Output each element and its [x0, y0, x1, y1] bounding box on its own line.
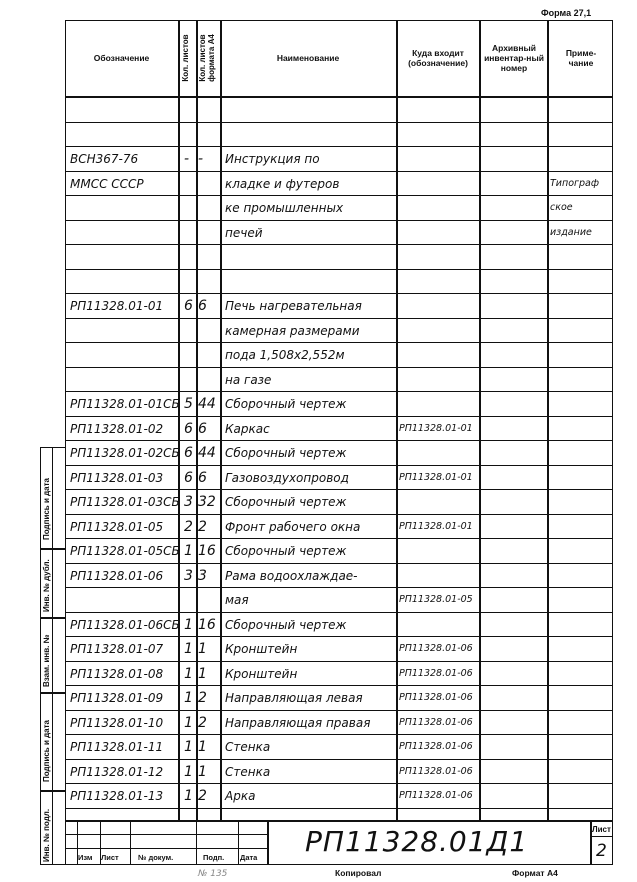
cell-name: Кронштейн [225, 666, 298, 681]
side-strip-inner-line [52, 447, 53, 865]
header-designation: Обозначение [93, 53, 150, 63]
title-block-top [65, 820, 613, 822]
row-line [65, 195, 613, 196]
cell-used-in: РП11328.01-05 [399, 594, 473, 605]
cell-used-in: РП11328.01-01 [399, 520, 473, 532]
cell-designation: РП11328.01-10 [70, 715, 164, 730]
cell-sheets-count: 6 [184, 445, 193, 461]
cell-designation: ВСН367-76 [70, 152, 139, 166]
cell-sheets-count: 3 [184, 494, 193, 510]
cell-sheets-count: 1 [184, 616, 193, 633]
cell-used-in: РП11328.01-06 [399, 741, 473, 752]
cell-sheets-a4: 2 [198, 690, 207, 706]
cell-used-in: РП11328.01-06 [399, 643, 473, 654]
side-divider [40, 692, 65, 694]
form-label: Форма 27,1 [541, 8, 592, 18]
row-line [65, 220, 613, 221]
cell-name: Инструкция по [225, 152, 320, 166]
cell-designation: РП11328.01-08 [70, 666, 164, 681]
cell-designation: РП11328.01-06 [70, 568, 164, 583]
cell-name: печей [225, 225, 263, 240]
header-sheets-a4-text: Кол. листов формата А4 [198, 34, 216, 82]
title-block-row [65, 848, 267, 849]
cell-name: Сборочный чертеж [225, 446, 347, 460]
header-sheets-a4 [199, 23, 216, 93]
title-sheet-number: 2 [596, 841, 607, 861]
cell-name: камерная размерами [225, 323, 360, 338]
cell-sheets-a4: 3 [198, 567, 207, 584]
side-label-sign-date: Подпись и дата [42, 720, 51, 782]
row-line [65, 293, 613, 294]
cell-designation: РП11328.01-03 [70, 470, 164, 485]
cell-note: ское [550, 202, 573, 213]
cell-sheets-count: 1 [184, 763, 193, 780]
side-label-sign-date: Подпись и дата [42, 478, 51, 540]
title-col-doc: № докум. [138, 853, 174, 862]
title-stray-mark: № 135 [198, 869, 228, 879]
cell-name: кладке и футеров [225, 176, 340, 191]
cell-used-in: РП11328.01-06 [399, 765, 473, 777]
side-label-swap-inv: Взам. инв. № [42, 634, 51, 687]
header-archive: Архивный инвентар-ный номер [484, 43, 544, 73]
cell-name: Стенка [225, 740, 271, 754]
cell-sheets-a4: 2 [198, 518, 207, 535]
cell-designation: РП11328.01-09 [70, 691, 164, 705]
cell-name: Стенка [225, 764, 271, 779]
title-col-change: Изм [78, 853, 93, 862]
cell-name: Печь нагревательная [225, 299, 362, 313]
row-line [65, 661, 613, 662]
cell-designation: РП11328.01-03СБ [70, 495, 180, 509]
cell-used-in: РП11328.01-06 [399, 692, 473, 703]
cell-sheets-count: 6 [184, 469, 193, 486]
title-doc-number: РП11328.01Д1 [305, 825, 529, 858]
row-line [65, 734, 613, 735]
row-line [65, 685, 613, 686]
row-line [65, 710, 613, 711]
row-line [65, 391, 613, 392]
row-line [65, 122, 613, 123]
cell-name: Фронт рабочего окна [225, 519, 361, 534]
row-line [65, 244, 613, 245]
cell-sheets-a4: 2 [198, 788, 207, 804]
title-block-vline [130, 820, 131, 865]
cell-name: Кронштейн [225, 642, 298, 656]
title-block-row [590, 836, 613, 837]
cell-designation: РП11328.01-02 [70, 421, 164, 436]
cell-name: Газовоздухопровод [225, 470, 349, 485]
title-sheet-label: Лист [592, 825, 611, 834]
cell-sheets-a4: 6 [198, 420, 207, 437]
cell-designation: РП11328.01-01СБ [70, 397, 180, 411]
row-line [65, 759, 613, 760]
cell-designation: РП11328.01-12 [70, 764, 164, 779]
cell-sheets-a4: 1 [198, 763, 207, 780]
row-line [65, 171, 613, 172]
cell-name: Каркас [225, 421, 270, 436]
cell-sheets-a4: 1 [198, 739, 207, 755]
header-sheets-count: Кол. листов [181, 34, 190, 82]
cell-used-in: РП11328.01-01 [399, 422, 473, 434]
col-line [178, 20, 180, 820]
cell-designation: РП11328.01-02СБ [70, 446, 180, 460]
row-line [65, 440, 613, 441]
header-note: Приме-чание [565, 48, 597, 68]
cell-designation: РП11328.01-01 [70, 299, 164, 313]
title-block-vline [238, 820, 239, 865]
row-line [65, 367, 613, 368]
cell-sheets-count: 3 [184, 567, 193, 584]
title-block-vline [196, 820, 197, 865]
row-line [65, 465, 613, 466]
cell-used-in: РП11328.01-06 [399, 667, 473, 679]
cell-used-in: РП11328.01-01 [399, 471, 473, 483]
cell-sheets-count: 1 [184, 690, 193, 706]
side-divider [40, 790, 65, 792]
title-block-row [65, 834, 267, 835]
row-line [65, 146, 613, 147]
side-divider [40, 548, 65, 550]
title-col-sign: Подп. [203, 853, 225, 862]
footer-format: Формат А4 [512, 868, 558, 878]
cell-name: Сборочный чертеж [225, 495, 347, 509]
cell-designation: РП11328.01-06СБ [70, 617, 180, 632]
cell-used-in: РП11328.01-06 [399, 716, 473, 728]
row-line [65, 587, 613, 588]
header-divider [65, 96, 613, 98]
row-line [65, 636, 613, 637]
cell-sheets-a4: 6 [198, 469, 207, 486]
cell-sheets-a4: 1 [198, 665, 207, 682]
row-line [65, 563, 613, 564]
cell-sheets-count: - [184, 151, 190, 167]
row-line [65, 416, 613, 417]
row-line [65, 342, 613, 343]
cell-sheets-a4: 44 [198, 396, 216, 412]
cell-sheets-count: 1 [184, 543, 193, 559]
cell-sheets-a4: 6 [198, 298, 207, 314]
cell-sheets-a4: 1 [198, 641, 207, 657]
cell-designation: РП11328.01-05СБ [70, 544, 180, 558]
cell-sheets-count: 2 [184, 518, 193, 535]
row-line [65, 612, 613, 613]
cell-sheets-a4: - [198, 151, 204, 167]
cell-name: мая [225, 593, 249, 607]
header-used-in: Куда входит (обозначение) [408, 48, 468, 68]
cell-sheets-count: 1 [184, 714, 193, 731]
col-line [547, 20, 549, 820]
footer-copied: Копировал [335, 868, 382, 878]
cell-name: Направляющая правая [225, 715, 371, 730]
cell-name: Сборочный чертеж [225, 617, 347, 632]
cell-note: Типограф [550, 177, 599, 189]
cell-designation: ММСС СССР [70, 176, 144, 191]
title-block-vline [267, 820, 269, 865]
cell-sheets-count: 1 [184, 641, 193, 657]
cell-sheets-a4: 16 [198, 616, 216, 633]
cell-sheets-count: 1 [184, 739, 193, 755]
cell-sheets-a4: 32 [198, 494, 216, 510]
cell-designation: РП11328.01-11 [70, 740, 164, 754]
cell-designation: РП11328.01-07 [70, 642, 164, 656]
cell-sheets-count: 6 [184, 298, 193, 314]
cell-name: Рама водоохлаждае- [225, 568, 358, 583]
row-line [65, 269, 613, 270]
cell-name: Сборочный чертеж [225, 544, 347, 558]
side-divider [40, 617, 65, 619]
cell-name: ке промышленных [225, 201, 344, 215]
cell-sheets-count: 5 [184, 396, 193, 412]
row-line [65, 538, 613, 539]
side-label-dup-inv: Инв. № дубл. [42, 559, 51, 612]
row-line [65, 318, 613, 319]
cell-sheets-count: 6 [184, 420, 193, 437]
cell-name: на газе [225, 372, 272, 387]
cell-note: издание [550, 226, 592, 238]
cell-sheets-count: 1 [184, 788, 193, 804]
row-line [65, 808, 613, 809]
row-line [65, 783, 613, 784]
cell-designation: РП11328.01-05 [70, 519, 164, 534]
title-col-sheet: Лист [101, 853, 119, 862]
cell-designation: РП11328.01-13 [70, 789, 164, 803]
col-line [479, 20, 481, 820]
row-line [65, 514, 613, 515]
cell-name: Направляющая левая [225, 691, 363, 705]
cell-sheets-a4: 44 [198, 445, 216, 461]
title-col-date: Дата [240, 853, 258, 862]
cell-name: Сборочный чертеж [225, 397, 347, 411]
cell-sheets-a4: 16 [198, 543, 216, 559]
side-label-orig-inv: Инв. № подл. [42, 808, 51, 862]
row-line [65, 489, 613, 490]
cell-used-in: РП11328.01-06 [399, 790, 473, 801]
cell-sheets-a4: 2 [198, 714, 207, 731]
cell-sheets-count: 1 [184, 665, 193, 682]
cell-name: пода 1,508х2,552м [225, 348, 345, 362]
col-line [220, 20, 222, 820]
col-line [396, 20, 398, 820]
header-name: Наименование [276, 53, 340, 63]
cell-name: Арка [225, 789, 256, 803]
